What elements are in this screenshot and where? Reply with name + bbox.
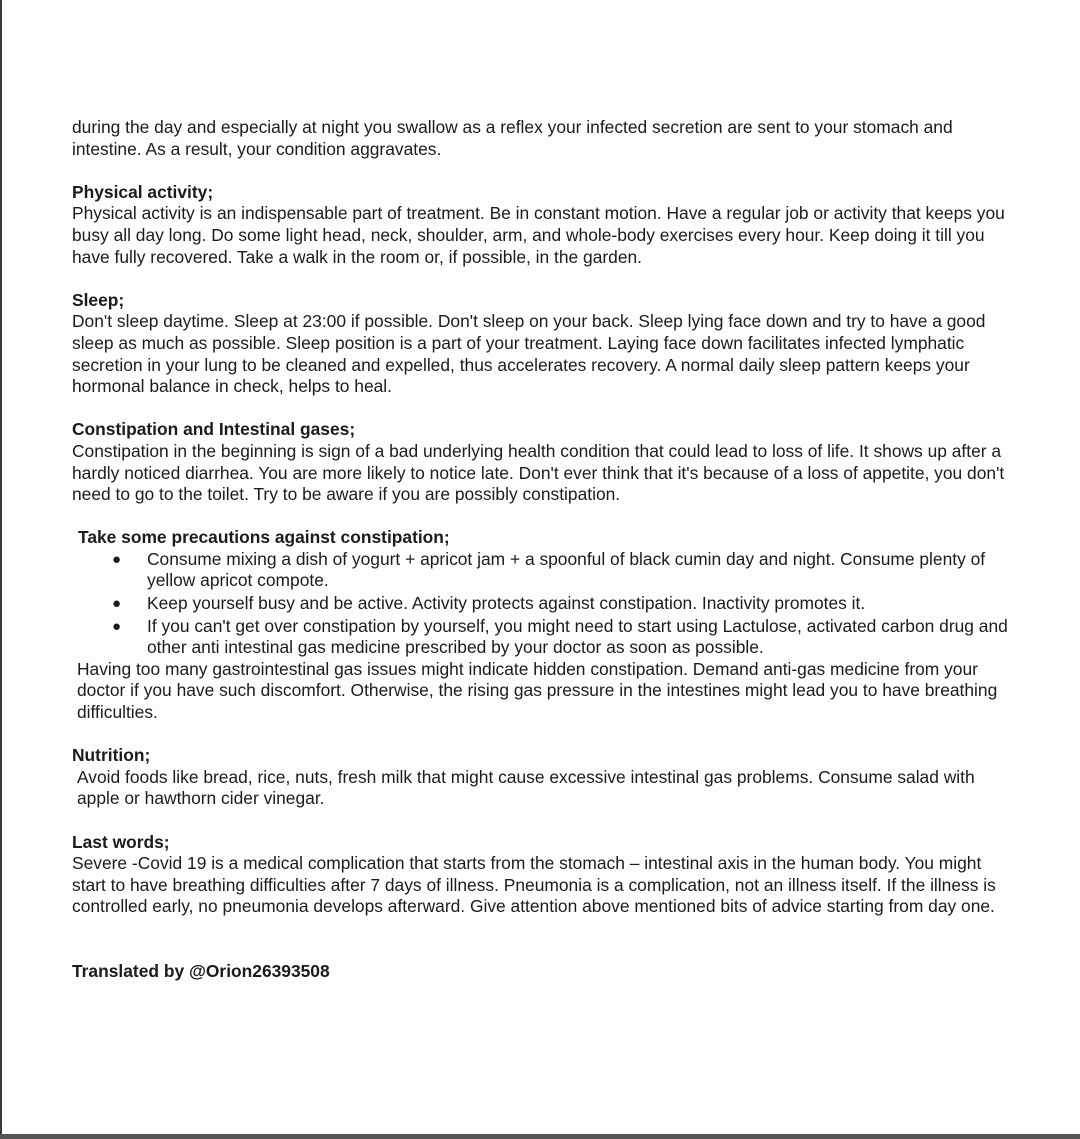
- spacer: [72, 506, 1017, 528]
- section-heading: Sleep;: [72, 289, 125, 310]
- spacer: [72, 268, 1017, 290]
- section-body: Having too many gastrointestinal gas issues might indicate hidden constipation. Demand anti-gas medicine from your doctor if you have such discomfort. Otherwise, the rising gas pressure in the intestines might lead you to have breathing difficulties.: [77, 658, 998, 723]
- section-nutrition: [72, 745, 1017, 810]
- list-item: [72, 616, 1017, 659]
- spacer: [72, 160, 1017, 182]
- list-item-text: Consume mixing a dish of yogurt + apricot jam + a spoonful of black cumin day and night. Consume plenty of yellow apricot compote.: [147, 548, 986, 591]
- bullet-icon: ●: [112, 595, 122, 613]
- list-item: [72, 593, 1017, 615]
- intro-paragraph: during the day and especially at night you swallow as a reflex your infected secretion are sent to your stomach and intestine. As a result, your condition aggravates.: [72, 117, 953, 159]
- section-body: Physical activity is an indispensable part of treatment. Be in constant motion. Have a regular job or activity that keeps you busy all day long. Do some light head, neck, shoulder, arm, and whole-body exercises every hour. Keep doing it till you have fully recovered. Take a walk in the room or, if possible, in the garden.: [72, 203, 1005, 267]
- section-constipation: [72, 419, 1017, 505]
- section-heading: Nutrition;: [72, 745, 151, 766]
- section-precautions: [72, 527, 1017, 723]
- section-physical-activity: [72, 182, 1017, 268]
- section-body: Severe -Covid 19 is a medical complication that starts from the stomach – intestinal axis in the human body. You might start to have breathing difficulties after 7 days of illness. Pneumonia is a complication, not an illness itself. If the illness is controlled early, no pneumonia develops afterward. Give attention above mentioned bits of advice starting from day one.: [72, 853, 996, 917]
- section-body: Avoid foods like bread, rice, nuts, fresh milk that might cause excessive intestinal gas problems. Consume salad with apple or hawthorn cider vinegar.: [77, 766, 975, 809]
- section-body: Don't sleep daytime. Sleep at 23:00 if possible. Don't sleep on your back. Sleep lying face down and try to have a good sleep as much as possible. Sleep position is a part of your treatment. Laying face down facilitates infected lymphatic secretion in your lung to be cleaned and expelled, thus accelerates recovery. A normal daily sleep pattern keeps your hormonal balance in check, helps to heal.: [72, 311, 986, 397]
- section-heading: Take some precautions against constipation;: [78, 527, 450, 548]
- section-heading: Last words;: [72, 831, 170, 852]
- bullet-icon: ●: [112, 550, 122, 568]
- spacer: [72, 724, 1017, 746]
- section-body: Constipation in the beginning is sign of a bad underlying health condition that could lead to loss of life. It shows up after a hardly noticed diarrhea. You are more likely to notice late. Don't ever think that it's because of a loss of appetite, you don't need to go to the toilet. Try to be aware if you are possibly constipation.: [72, 440, 1005, 505]
- list-item: [72, 549, 1017, 592]
- section-last-words: [72, 832, 1017, 918]
- list-item-text: Keep yourself busy and be active. Activity protects against constipation. Inactivity promotes it.: [147, 593, 866, 614]
- precautions-list: [72, 549, 1017, 659]
- section-sleep: [72, 290, 1017, 398]
- document-content: [72, 117, 1017, 983]
- spacer: [72, 398, 1017, 420]
- list-item-text: If you can't get over constipation by yourself, you might need to start using Lactulose, activated carbon drug and other anti intestinal gas medicine prescribed by your doctor as soon as possible.: [147, 615, 1008, 658]
- spacer: [72, 810, 1017, 832]
- bullet-icon: ●: [112, 617, 122, 635]
- translator-credit: Translated by @Orion26393508: [72, 960, 330, 981]
- bottom-edge-bar: [0, 1134, 1080, 1139]
- section-heading: Physical activity;: [72, 181, 214, 202]
- section-heading: Constipation and Intestinal gases;: [72, 419, 356, 440]
